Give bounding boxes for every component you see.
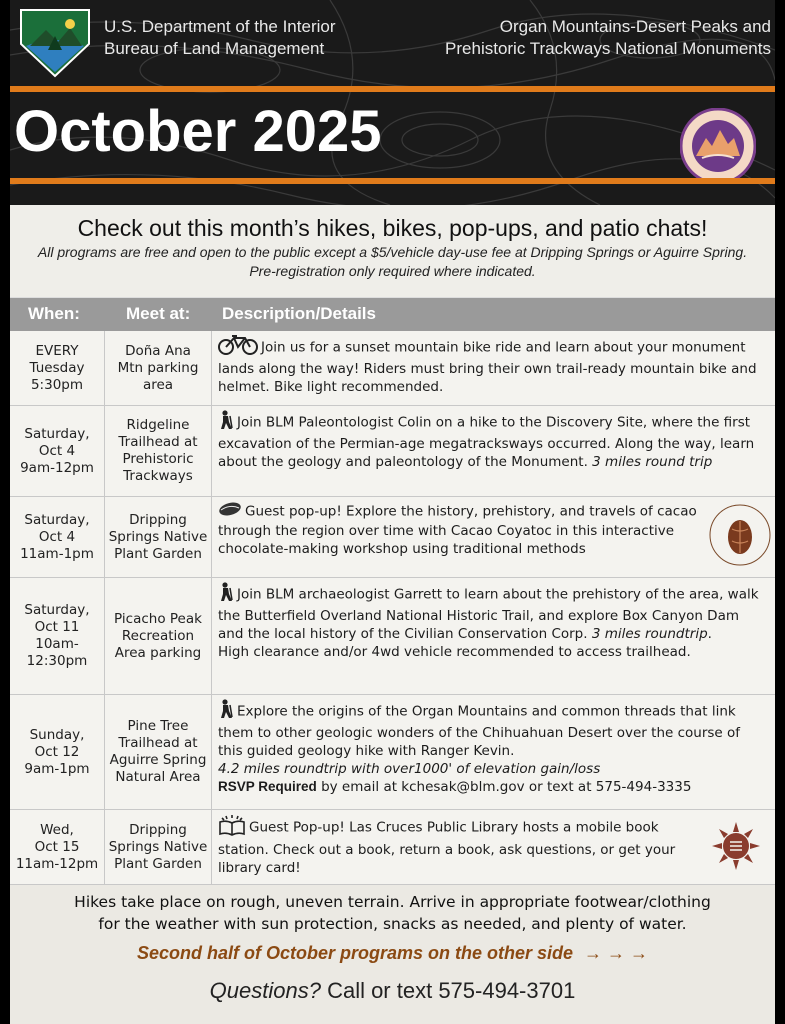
meet-line: Area parking (114, 644, 202, 661)
when-line: 10am- (35, 636, 79, 652)
flyer-page (10, 0, 775, 1024)
meet-line: Springs Native (108, 528, 208, 545)
table-row (10, 578, 775, 695)
warning-line: for the weather with sun protection, snacks as needed, and plenty of water. (98, 915, 687, 933)
friends-logo (680, 108, 756, 184)
when-line: Oct 15 (34, 838, 80, 855)
when-line: Saturday, (24, 602, 90, 618)
meet-line: Plant Garden (114, 545, 202, 562)
meet-line: area (142, 376, 174, 393)
questions-label: Questions? (209, 978, 321, 1003)
when-cell (10, 497, 105, 577)
monument-line-2: Prehistoric Trackways National Monuments (445, 39, 771, 58)
table-row (10, 331, 775, 406)
when-line: 12:30pm (26, 653, 88, 669)
meet-line: Trailhead at (118, 735, 198, 751)
when-line: 11am-12pm (15, 855, 99, 872)
second-half-note (10, 943, 775, 964)
intro-section (10, 205, 775, 297)
when-line: 9am-12pm (20, 459, 94, 476)
table-header (10, 297, 775, 331)
meet-cell (105, 578, 212, 694)
meet-line: Pine Tree (127, 718, 189, 734)
meet-line: Ridgeline (126, 417, 190, 433)
description-cell (218, 699, 767, 796)
header-when: When: (28, 304, 80, 323)
monument-name (445, 16, 771, 60)
meet-line: Natural Area (115, 769, 201, 785)
distance-note: 3 miles round trip (592, 454, 713, 470)
hiker-icon (218, 582, 234, 607)
table-row (10, 810, 775, 885)
agency-name (104, 16, 336, 60)
meet-line: Aguirre Spring (109, 752, 207, 768)
meet-line: Trailhead at (118, 434, 198, 450)
month-title: October 2025 (14, 99, 382, 164)
description-text: Guest pop-up! Explore the history, prehistory, and travels of cacao through the region over time with Cacao Coyatoc in this interactive chocolate-making workshop using traditional methods (218, 503, 697, 557)
description-cell (218, 814, 705, 877)
meet-line: Trackways (123, 468, 193, 484)
description-text: Explore the origins of the Organ Mountains and common threads that link them to other geologic wonders of the Chihuahuan Desert over the course of this guided geology hike with Ranger Kevin. (218, 703, 741, 759)
when-line: Sunday, (29, 726, 85, 743)
agency-line-2: Bureau of Land Management (104, 39, 325, 58)
header-description: Description/Details (222, 304, 376, 323)
when-line: Saturday, (24, 425, 90, 442)
warning-line: Hikes take place on rough, uneven terrain. Arrive in appropriate footwear/clothing (74, 893, 711, 911)
description-text: Guest Pop-up! Las Cruces Public Library hosts a mobile book station. Check out a book, return a book, ask questions, or get your library card! (218, 819, 676, 876)
meet-cell (105, 331, 212, 405)
table-row (10, 497, 775, 578)
when-line: 11am-1pm (20, 545, 94, 562)
library-sun-logo (710, 820, 762, 872)
cacao-icon (218, 501, 242, 522)
vehicle-note: High clearance and/or 4wd vehicle recommended to access trailhead. (218, 644, 691, 660)
header-meet-at: Meet at: (126, 304, 191, 323)
rsvp-required-label: RSVP Required (218, 779, 317, 794)
meet-cell (105, 406, 212, 496)
description-cell (218, 410, 767, 471)
when-line: Oct 11 (34, 619, 80, 635)
meet-cell (105, 497, 212, 577)
orange-divider-bottom (10, 178, 775, 184)
distance-note: 4.2 miles roundtrip with over1000' of elevation gain/loss (218, 761, 601, 777)
description-cell (218, 335, 767, 396)
meet-line: Prehistoric (122, 451, 194, 467)
intro-headline: Check out this month’s hikes, bikes, pop-ups, and patio chats! (77, 215, 708, 241)
meet-line: Dripping (129, 821, 187, 838)
when-line: Oct 4 (38, 442, 76, 459)
second-half-text: Second half of October programs on the other side (136, 943, 574, 963)
contact-phone: Call or text 575-494-3701 (320, 978, 576, 1003)
arrow-right-icon: → → → (584, 943, 649, 963)
table-row (10, 406, 775, 497)
blm-logo (18, 6, 92, 78)
when-cell (10, 810, 105, 884)
when-line: Saturday, (24, 511, 90, 528)
book-icon (218, 814, 246, 841)
intro-registration-note: Pre-registration only required where indicated. (249, 263, 536, 279)
when-line: Wed, (40, 821, 74, 838)
when-cell (10, 578, 105, 694)
description-cell: Join BLM archaeologist Garrett to learn about the prehistory of the area, walk the Butterfield Overland National Historic Trail, and explore Box Canyon Dam and the local history of the Civilian Conservation Corp. 3 miles roundtrip. High clearance and/or 4wd vehicle recommended to access trailhead. (218, 582, 767, 661)
rsvp-contact: by email at kchesak@blm.gov or text at 575-494-3335 (316, 779, 692, 795)
questions-contact (10, 978, 775, 1004)
agency-line-1: U.S. Department of the Interior (104, 17, 336, 36)
table-row (10, 695, 775, 810)
distance-note: 3 miles roundtrip (591, 626, 708, 642)
when-line: 5:30pm (30, 376, 84, 393)
meet-line: Doña Ana (125, 342, 191, 359)
footer-section (10, 885, 775, 1024)
when-cell (10, 695, 105, 809)
when-line: EVERY (35, 342, 79, 359)
hiker-icon (218, 410, 234, 435)
rsvp-note (218, 778, 767, 796)
description-cell (218, 501, 703, 558)
when-cell (10, 406, 105, 496)
when-cell (10, 331, 105, 405)
when-line: Oct 4 (38, 528, 76, 545)
meet-line: Recreation (121, 627, 195, 644)
meet-line: Mtn parking (117, 359, 199, 376)
when-line: Oct 12 (34, 743, 80, 760)
meet-cell (105, 695, 212, 809)
intro-fee-note: All programs are free and open to the public except a $5/vehicle day-use fee at Dripping Springs or Aguirre Spring. (37, 244, 748, 260)
meet-line: Dripping (129, 511, 187, 528)
when-line: 9am-1pm (24, 760, 90, 777)
description-text: Join us for a sunset mountain bike ride and learn about your monument lands along the way! Riders must bring their own trail-ready mountain bike and helmet. Bike light recommended. (218, 339, 757, 395)
meet-cell (105, 810, 212, 884)
bicycle-icon (218, 335, 258, 360)
hiker-icon (218, 699, 234, 724)
when-line: Tuesday (29, 359, 85, 376)
meet-line: Plant Garden (114, 855, 202, 872)
meet-line: Picacho Peak (114, 610, 202, 627)
terrain-warning (10, 885, 775, 935)
orange-divider-top (10, 86, 775, 92)
cacao-coyatoc-logo (708, 503, 772, 567)
description-text: Join BLM archaeologist Garrett to learn about the prehistory of the area, walk the Butterfield Overland National Historic Trail, and explore Box Canyon Dam and the local history of the Civilian Conservation Corp. (218, 586, 759, 642)
description-text: Join BLM Paleontologist Colin on a hike to the Discovery Site, where the first excavation of the Permian-age megatracksways occurred. Along the way, learn about the geology and paleontology of the Monument. (218, 414, 755, 470)
meet-line: Springs Native (108, 838, 208, 855)
monument-line-1: Organ Mountains-Desert Peaks and (499, 17, 771, 36)
